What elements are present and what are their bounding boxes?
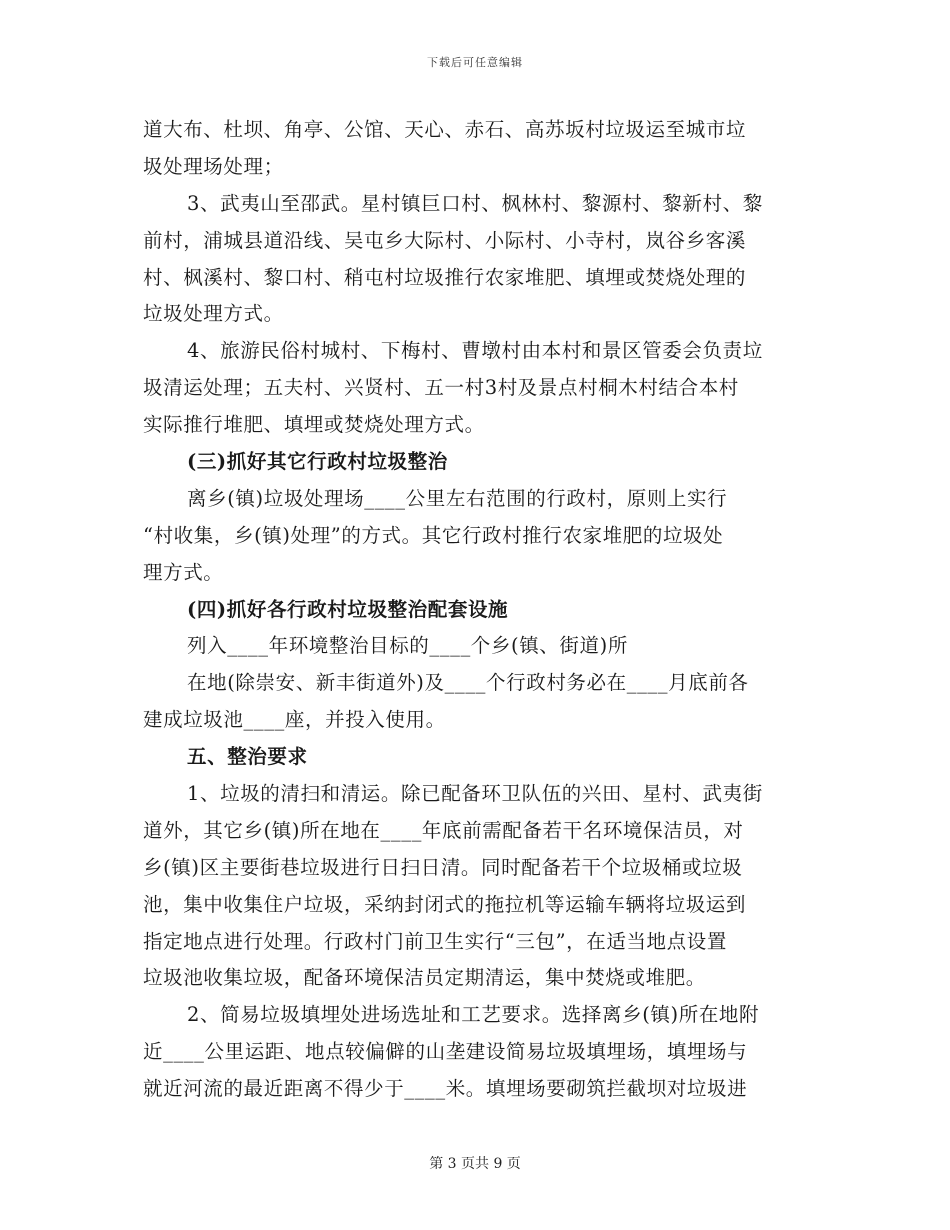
text-line: 就近河流的最近距离不得少于____米。填埋场要砌筑拦截坝对垃圾进 xyxy=(143,1077,748,1101)
page-footer: 第 3 页共 9 页 xyxy=(429,1156,521,1172)
text-line: 圾处理场处理； xyxy=(143,154,284,178)
text-line: 离乡(镇)垃圾处理场____公里左右范围的行政村，原则上实行 xyxy=(187,486,728,510)
text-line: 4、旅游民俗村城村、下梅村、曹墩村由本村和景区管委会负责垃 xyxy=(187,339,763,363)
text-line: 1、垃圾的清扫和清运。除已配备环卫队伍的兴田、星村、武夷街 xyxy=(187,782,763,806)
text-line: 道大布、杜坝、角亭、公馆、天心、赤石、高苏坂村垃圾运至城市垃 xyxy=(143,118,747,141)
text-line: 在地(除崇安、新丰街道外)及____个行政村务必在____月底前各 xyxy=(187,671,749,695)
section-heading: (四)抓好各行政村垃圾整治配套设施 xyxy=(187,597,509,621)
section-heading: 五、整治要求 xyxy=(187,745,308,769)
section-heading: (三)抓好其它行政村垃圾整治 xyxy=(187,450,448,474)
text-line: 列入____年环境整治目标的____个乡(镇、街道)所 xyxy=(187,634,628,658)
text-line: 村、枫溪村、黎口村、稍屯村垃圾推行农家堆肥、填埋或焚烧处理的 xyxy=(143,265,747,289)
text-line: 圾清运处理；五夫村、兴贤村、五一村3村及景点村桐木村结合本村 xyxy=(143,376,739,400)
text-line: 垃圾池收集垃圾，配备环境保洁员定期清运，集中焚烧或堆肥。 xyxy=(143,966,706,990)
text-line: 乡(镇)区主要街巷垃圾进行日扫日清。同时配备若干个垃圾桶或垃圾 xyxy=(143,855,743,879)
text-line: 理方式。 xyxy=(143,560,224,584)
text-line: 指定地点进行处理。行政村门前卫生实行“三包”，在适当地点设置 xyxy=(143,929,727,953)
text-line: 前村，浦城县道沿线、吴屯乡大际村、小际村、小寺村，岚谷乡客溪 xyxy=(143,228,747,252)
text-line: 道外，其它乡(镇)所在地在____年底前需配备若干名环境保洁员，对 xyxy=(143,818,744,842)
page-header: 下载后可任意编辑 xyxy=(427,56,523,69)
text-line: 建成垃圾池____座，并投入使用。 xyxy=(143,708,446,732)
document-body xyxy=(143,112,811,1108)
text-line: 池，集中收集住户垃圾，采纳封闭式的拖拉机等运输车辆将垃圾运到 xyxy=(143,892,747,916)
text-line: 3、武夷山至邵武。星村镇巨口村、枫林村、黎源村、黎新村、黎 xyxy=(187,191,763,215)
text-line: 实际推行堆肥、填埋或焚烧处理方式。 xyxy=(143,413,485,437)
text-line: 2、简易垃圾填埋处进场选址和工艺要求。选择离乡(镇)所在地附 xyxy=(187,1003,760,1027)
text-line: “村收集，乡(镇)处理”的方式。其它行政村推行农家堆肥的垃圾处 xyxy=(143,523,724,547)
text-line: 近____公里运距、地点较偏僻的山垄建设简易垃圾填埋场，填埋场与 xyxy=(143,1040,748,1064)
text-line: 垃圾处理方式。 xyxy=(143,302,284,326)
